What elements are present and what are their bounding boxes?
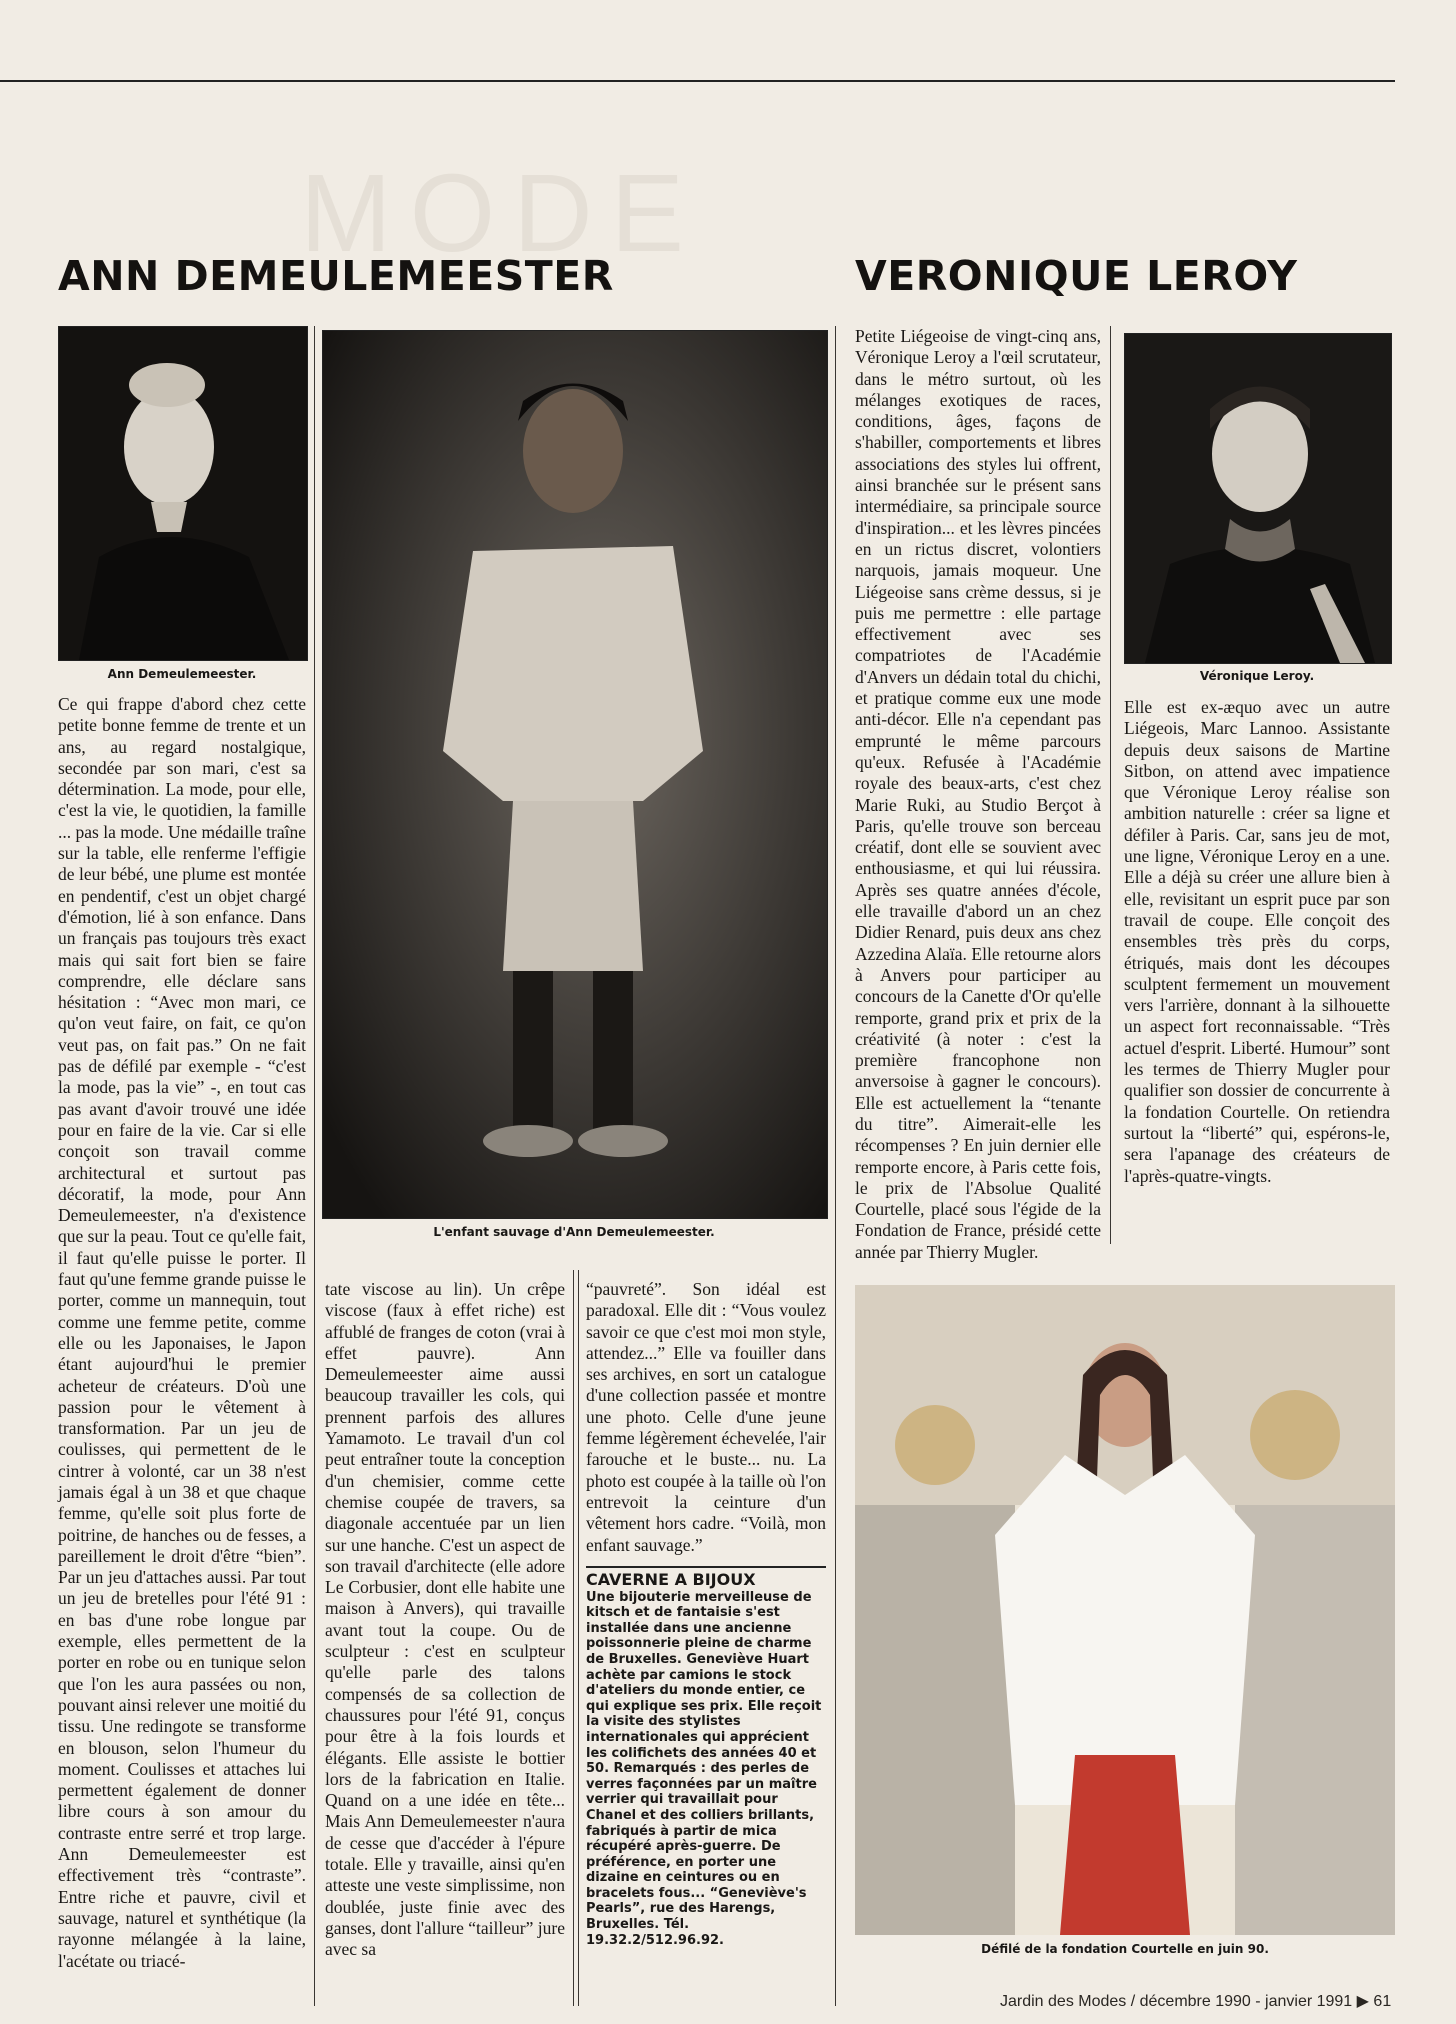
portrait-veronique-leroy <box>1124 333 1392 664</box>
footer <box>1000 1991 1391 2011</box>
top-rule <box>0 80 1395 82</box>
arrow-right-icon: ▶ <box>1356 1993 1369 2010</box>
paragraph: “pauvreté”. Son idéal est paradoxal. Elle dit : “Vous voulez savoir ce que c'est moi mon style, attendez...” Elle va fouiller dans ses archives, en sort un catalogue d'une collection passée et montre une photo. Celle d'une jeune femme légèrement échevelée, l'air farouche et le buste... nu. La photo est coupée à la taille où l'on entrevoit la ceinture d'un vêtement hors cadre. “Voilà, mon enfant sauvage.” <box>586 1279 826 1555</box>
photo-enfant-sauvage <box>322 330 828 1219</box>
article-veronique-column-1 <box>855 326 1101 1386</box>
article-veronique-column-2 <box>1124 697 1390 1247</box>
column-rule <box>573 1270 574 2006</box>
portrait-caption-ann: Ann Demeulemeester. <box>107 667 257 681</box>
page-number: 61 <box>1373 1993 1392 2010</box>
paragraph: Ce qui frappe d'abord chez cette petite bonne femme de trente et un ans, au regard nostalgique, secondée par son mari, c'est sa détermination. La mode, pour elle, c'est la vie, le quotidien, la famille ... pas la mode. Une médaille traîne sur la table, elle renferme l'effigie de leur bébé, une plume est montée en pendentif, c'est un objet chargé d'émotion, lié à son enfance. Dans un français pas toujours très exact mais qui sait fort bien se faire comprendre, elle déclare sans hésitation : “Avec mon mari, ce qu'on veut faire, on fait, ce qu'on veut pas, on fait pas.” On ne fait pas de défilé par exemple - “c'est la mode, pas la vie” -, en tout cas pas avant d'avoir trouvé une idée pour en faire de la vie. Car si elle conçoit son travail comme architectural et surtout pas décoratif, la mode, pour Ann Demeulemeester, n'a d'existence que sur la peau. Tout ce qu'elle fait, il faut qu'elle puisse le porter. Il faut qu'une femme grande puisse le porter, comme un mannequin, tout comme une femme petite, comme elle ou les Japonaises, le Japon étant aujourd'hui le premier acheteur de créateurs. D'où une passion pour le vêtement à transformation. Par un jeu de coulisses, qui permettent de le cintrer à volonté, car un 38 n'est jamais égal à un 38 et que chaque femme, qu'elle soit plus forte de poitrine, de hanches ou de fesses, a pareillement le droit d'être “bien”. Par un jeu d'attaches aussi. Par tout un jeu de bretelles pour l'été 91 : en bas d'une robe longue par exemple, elles permettent de la porter en robe ou en tunique selon que l'on les aura passées ou non, pouvant ainsi relever une moitié du tissu. Une redingote se transforme en blouson, selon l'humeur du moment. Coulisses et attaches lui permettent également de donner libre cours à son amour du contraste entre serré et trop large. Ann Demeulemeester est effectivement très “contraste”. Entre riche et pauvre, civil et sauvage, naturel et synthétique (la rayonne mélangée à la laine, l'acétate ou triacé- <box>58 694 306 1971</box>
article-ann-column-3 <box>586 1279 826 1555</box>
article-ann-column-2 <box>325 1279 565 1984</box>
sidebar-top-rule <box>586 1566 826 1568</box>
paragraph: tate viscose au lin). Un crêpe viscose (faux à effet riche) est affublé de franges de coton (vrai à effet pauvre). Ann Demeulemeester aime aussi beaucoup travailler les cols, qui prennent parfois des allures Yamamoto. Le travail d'un col peut entraîner toute la conception d'un chemisier, comme cette chemise coupée de travers, sa diagonale accentuée par un lien sur une hanche. C'est un aspect de son travail d'architecte (elle adore Le Corbusier, dont elle habite une maison à Anvers), qui travaille avant tout la coupe. Ou de sculpteur : c'est en sculpteur qu'elle parle des talons compensés de sa collection de chaussures pour l'été 91, conçus pour être à la fois lourds et élégants. Elle assiste le bottier lors de la fabrication en Italie. Quand on a une idée en tête... Mais Ann Demeulemeester n'aura de cesse que d'accéder à l'épure totale. Elle y travaille, ainsi qu'en atteste une veste simplissime, non doublée, juste finie avec des ganses, dont l'allure “tailleur” jure avec sa <box>325 1279 565 1960</box>
photo-defile-courtelle <box>855 1285 1395 1935</box>
heading-ann-demeulemeester: ANN DEMEULEMEESTER <box>58 252 614 300</box>
portrait-caption-veronique: Véronique Leroy. <box>1199 669 1315 683</box>
photo-caption-defile: Défilé de la fondation Courtelle en juin 90. <box>981 1942 1269 1956</box>
masthead-ghost-text: MODE <box>300 152 702 275</box>
column-rule <box>835 326 836 2006</box>
paragraph: Petite Liégeoise de vingt-cinq ans, Véronique Leroy a l'œil scrutateur, dans le métro surtout, où les mélanges exotiques de races, conditions, âges, façons de s'habiller, comportements et libres associations des styles lui offrent, ainsi branchée sur le présent sans intermédiaire, sa principale source d'inspiration... et les lèvres pincées en un rictus discret, volontiers narquois, jamais moqueur. Une Liégeoise sans crème dessus, si je puis me permettre : elle partage effectivement avec ses compatriotes de l'Académie d'Anvers un dédain total du chichi, et pratique comme eux une mode anti-décor. Elle n'a cependant pas emprunté le même parcours qu'eux. Refusée à l'Académie royale des beaux-arts, c'est chez Marie Ruki, au Studio Berçot à Paris, qu'elle trouve son berceau créatif, dont elle se souvient avec enthousiasme, et qui lui réussira. Après ses quatre années d'école, elle travaille d'abord un an chez Didier Renard, puis deux ans chez Azzedina Alaïa. Elle retourne alors à Anvers pour participer au concours de la Canette d'Or qu'elle remporte, grand prix et prix de la créativité (à noter : c'est la première francophone non anversoise à gagner le concours). Elle est actuellement la “tenante du titre”. Aimerait-elle les récompenses ? En juin dernier elle remporte encore, à Paris cette fois, le prix de l'Absolue Qualité Courtelle, placé sous l'égide de la Fondation de France, présidé cette année par Thierry Mugler. <box>855 326 1101 1262</box>
footer-publication: Jardin des Modes / décembre 1990 - janvier 1991 <box>1000 1993 1353 2010</box>
column-rule <box>1110 326 1111 1244</box>
portrait-ann-demeulemeester <box>58 326 308 661</box>
photo-caption-enfant-sauvage: L'enfant sauvage d'Ann Demeulemeester. <box>433 1225 715 1239</box>
column-rule <box>314 326 315 2006</box>
article-ann-column-1 <box>58 694 306 1984</box>
sidebar-body: Une bijouterie merveilleuse de kitsch et de fantaisie s'est installée dans une ancienne poissonnerie pleine de charme de Bruxelles. Geneviève Huart achète par camions le stock d'ateliers du monde entier, ce qui explique ses prix. Elle reçoit la visite des stylistes internationales qui apprécient les colifichets des années 40 et 50. Remarqués : des perles de verres façonnées par un maître verrier qui travaillait pour Chanel et des colliers brillants, fabriqués à partir de mica récupéré après-guerre. De préférence, en porter une dizaine en ceintures ou en bracelets fous... “Geneviève's Pearls”, rue des Harengs, Bruxelles. Tél. 19.32.2/512.96.92. <box>586 1589 822 1948</box>
heading-veronique-leroy: VERONIQUE LEROY <box>855 252 1298 300</box>
sidebar-caverne-a-bijoux <box>586 1572 826 1992</box>
column-rule <box>578 1270 579 2006</box>
sidebar-title: CAVERNE A BIJOUX <box>586 1570 756 1589</box>
paragraph: Elle est ex-æquo avec un autre Liégeois, Marc Lannoo. Assistante depuis deux saisons de Martine Sitbon, on attend avec impatience que Véronique Leroy réalise son ambition naturelle : créer sa ligne et défiler à Paris. Car, sans jeu de mot, une ligne, Véronique Leroy en a une. Elle a déjà su créer une allure bien à elle, revisitant un esprit puce par son travail de coupe. Elle conçoit des ensembles très près du corps, étriqués, mais dont les découpes sculptent fermement un mouvement vers l'arrière, donnant à la silhouette un aspect fort reconnaissable. “Très actuel d'esprit. Liberté. Humour” sont les termes de Thierry Mugler pour qualifier son dossier de concurrente à la fondation Courtelle. On retiendra surtout la “liberté” qui, espérons-le, sera l'apanage des créateurs de l'après-quatre-vingts. <box>1124 697 1390 1186</box>
